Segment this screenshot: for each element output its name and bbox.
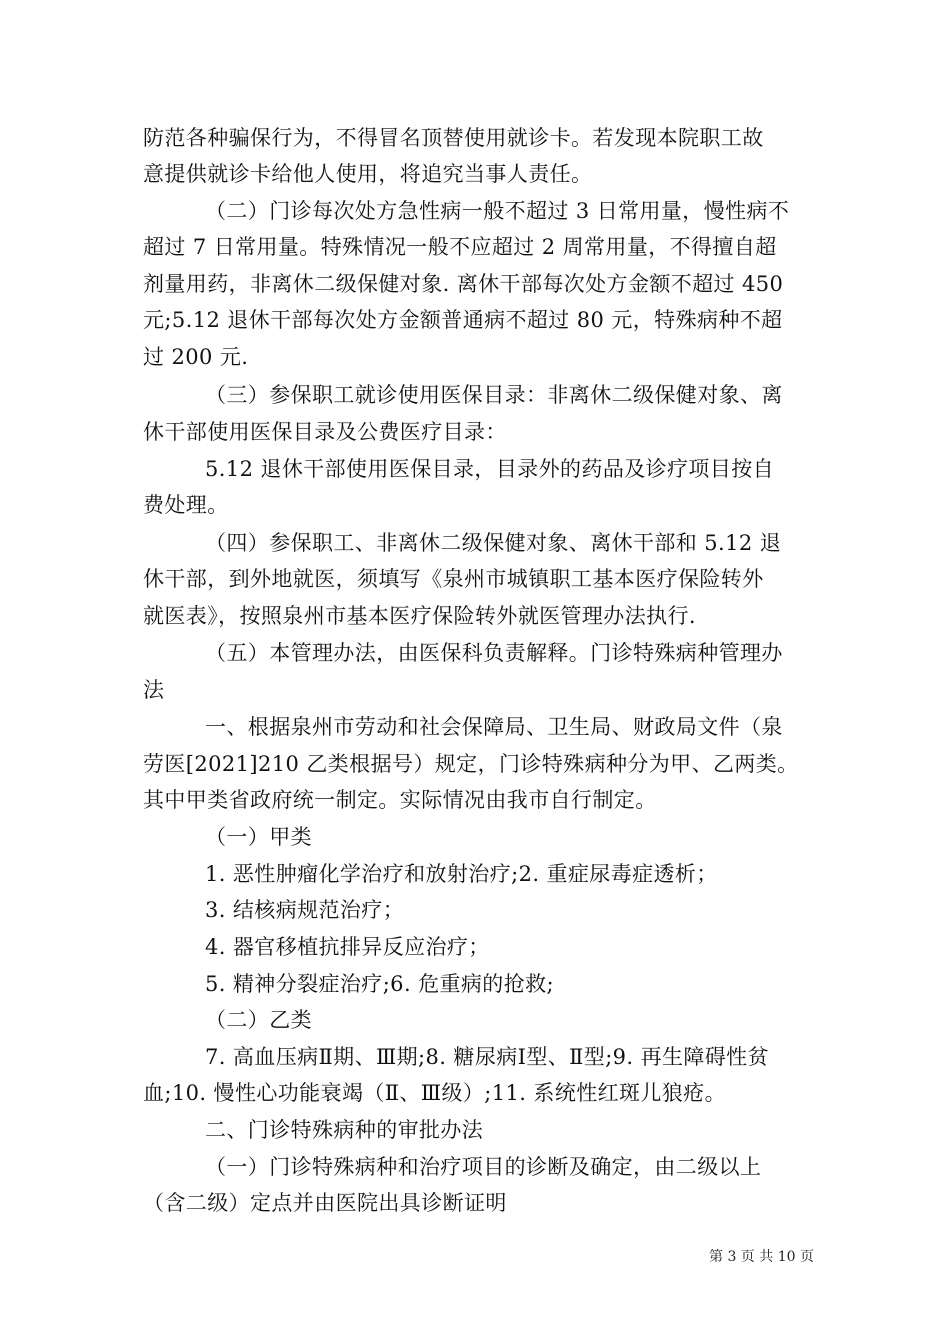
text-line-14: 就医表》，按照泉州市基本医疗保险转外就医管理办法执行.	[143, 604, 696, 628]
text-line-2: 意提供就诊卡给他人使用，将追究当事人责任。	[143, 162, 593, 186]
text-line-26: 7. 高血压病Ⅱ期、Ⅲ期;8. 糖尿病Ⅰ型、Ⅱ型;9. 再生障碍性贫	[205, 1045, 769, 1069]
text-line-10: 5.12 退休干部使用医保目录，目录外的药品及诊疗项目按自	[205, 457, 775, 481]
text-line-18: 劳医[2021]210 乙类根据号）规定，门诊特殊病种分为甲、乙两类。	[143, 752, 799, 776]
text-line-15: （五）本管理办法，由医保科负责解释。门诊特殊病种管理办	[205, 641, 783, 665]
page-number-footer: 第 3 页 共 10 页	[709, 1249, 814, 1265]
text-line-6: 元;5.12 退休干部每次处方金额普通病不超过 80 元，特殊病种不超	[143, 308, 783, 332]
text-line-28: 二、门诊特殊病种的审批办法	[205, 1118, 484, 1142]
text-line-21: 1. 恶性肿瘤化学治疗和放射治疗;2. 重症尿毒症透析；	[205, 862, 718, 886]
text-line-11: 费处理。	[143, 493, 229, 517]
text-line-27: 血;10. 慢性心功能衰竭（Ⅱ、Ⅲ级）;11. 系统性红斑儿狼疮。	[143, 1081, 727, 1105]
text-line-3: （二）门诊每次处方急性病一般不超过 3 日常用量，慢性病不	[205, 199, 790, 223]
text-line-20: （一）甲类	[205, 825, 312, 849]
text-line-12: （四）参保职工、非离休二级保健对象、离休干部和 5.12 退	[205, 531, 782, 555]
text-line-30: （含二级）定点并由医院出具诊断证明	[143, 1191, 507, 1215]
text-line-9: 休干部使用医保目录及公费医疗目录：	[143, 420, 507, 444]
text-line-1: 防范各种骗保行为，不得冒名顶替使用就诊卡。若发现本院职工故	[143, 126, 764, 150]
text-line-22: 3. 结核病规范治疗；	[205, 898, 405, 922]
text-line-7: 过 200 元.	[143, 345, 249, 369]
text-line-23: 4. 器官移植抗排异反应治疗；	[205, 935, 490, 959]
text-line-24: 5. 精神分裂症治疗;6. 危重病的抢救;	[205, 972, 554, 996]
text-line-19: 其中甲类省政府统一制定。实际情况由我市自行制定。	[143, 788, 657, 812]
text-line-17: 一、根据泉州市劳动和社会保障局、卫生局、财政局文件（泉	[205, 715, 783, 739]
text-line-8: （三）参保职工就诊使用医保目录：非离休二级保健对象、离	[205, 383, 783, 407]
text-line-29: （一）门诊特殊病种和治疗项目的诊断及确定，由二级以上	[205, 1155, 762, 1179]
text-line-5: 剂量用药，非离休二级保健对象. 离休干部每次处方金额不超过 450	[143, 272, 784, 296]
text-line-4: 超过 7 日常用量。特殊情况一般不应超过 2 周常用量，不得擅自超	[143, 235, 777, 259]
text-line-25: （二）乙类	[205, 1008, 312, 1032]
text-line-13: 休干部，到外地就医，须填写《泉州市城镇职工基本医疗保险转外	[143, 567, 764, 591]
text-line-16: 法	[143, 678, 165, 702]
